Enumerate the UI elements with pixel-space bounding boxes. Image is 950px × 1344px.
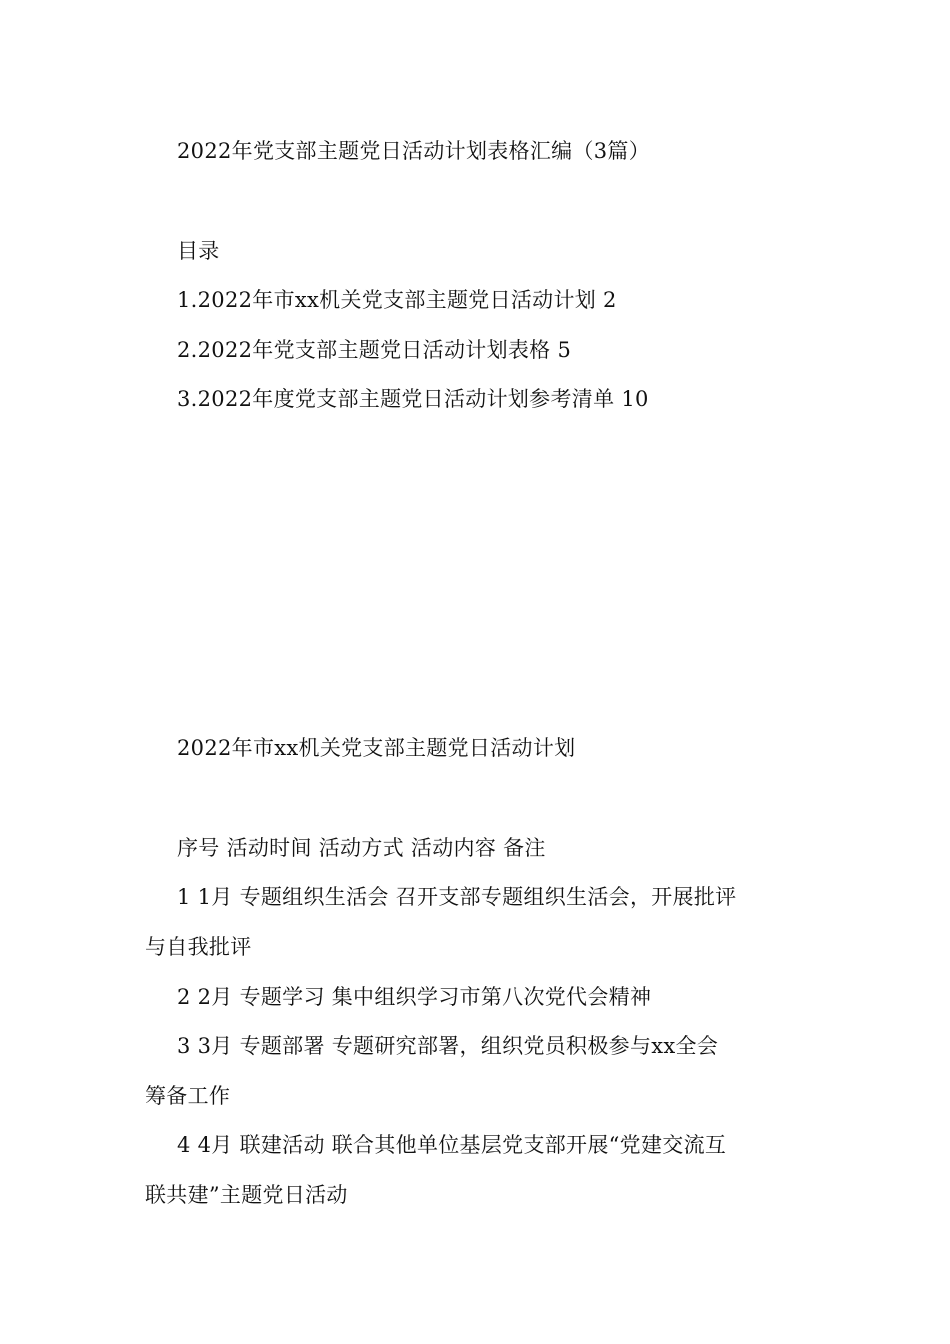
document-title: 2022年党支部主题党日活动计划表格汇编（3篇） [177, 139, 651, 163]
toc-entry: 2.2022年党支部主题党日活动计划表格 5 [177, 338, 572, 362]
table-row: 3 3月 专题部署 专题研究部署，组织党员积极参与xx全会 [177, 1034, 719, 1058]
table-row-continuation: 筹备工作 [145, 1084, 231, 1108]
table-row: 2 2月 专题学习 集中组织学习市第八次党代会精神 [177, 985, 652, 1009]
toc-heading: 目录 [177, 239, 220, 263]
toc-entry: 3.2022年度党支部主题党日活动计划参考清单 10 [177, 387, 649, 411]
table-row: 1 1月 专题组织生活会 召开支部专题组织生活会，开展批评 [177, 885, 737, 909]
toc-entry: 1.2022年市xx机关党支部主题党日活动计划 2 [177, 288, 617, 312]
section-title: 2022年市xx机关党支部主题党日活动计划 [177, 736, 576, 760]
table-row-continuation: 与自我批评 [145, 935, 252, 959]
table-header: 序号 活动时间 活动方式 活动内容 备注 [177, 836, 546, 860]
table-row: 4 4月 联建活动 联合其他单位基层党支部开展“党建交流互 [177, 1133, 727, 1157]
table-row-continuation: 联共建”主题党日活动 [145, 1183, 348, 1207]
